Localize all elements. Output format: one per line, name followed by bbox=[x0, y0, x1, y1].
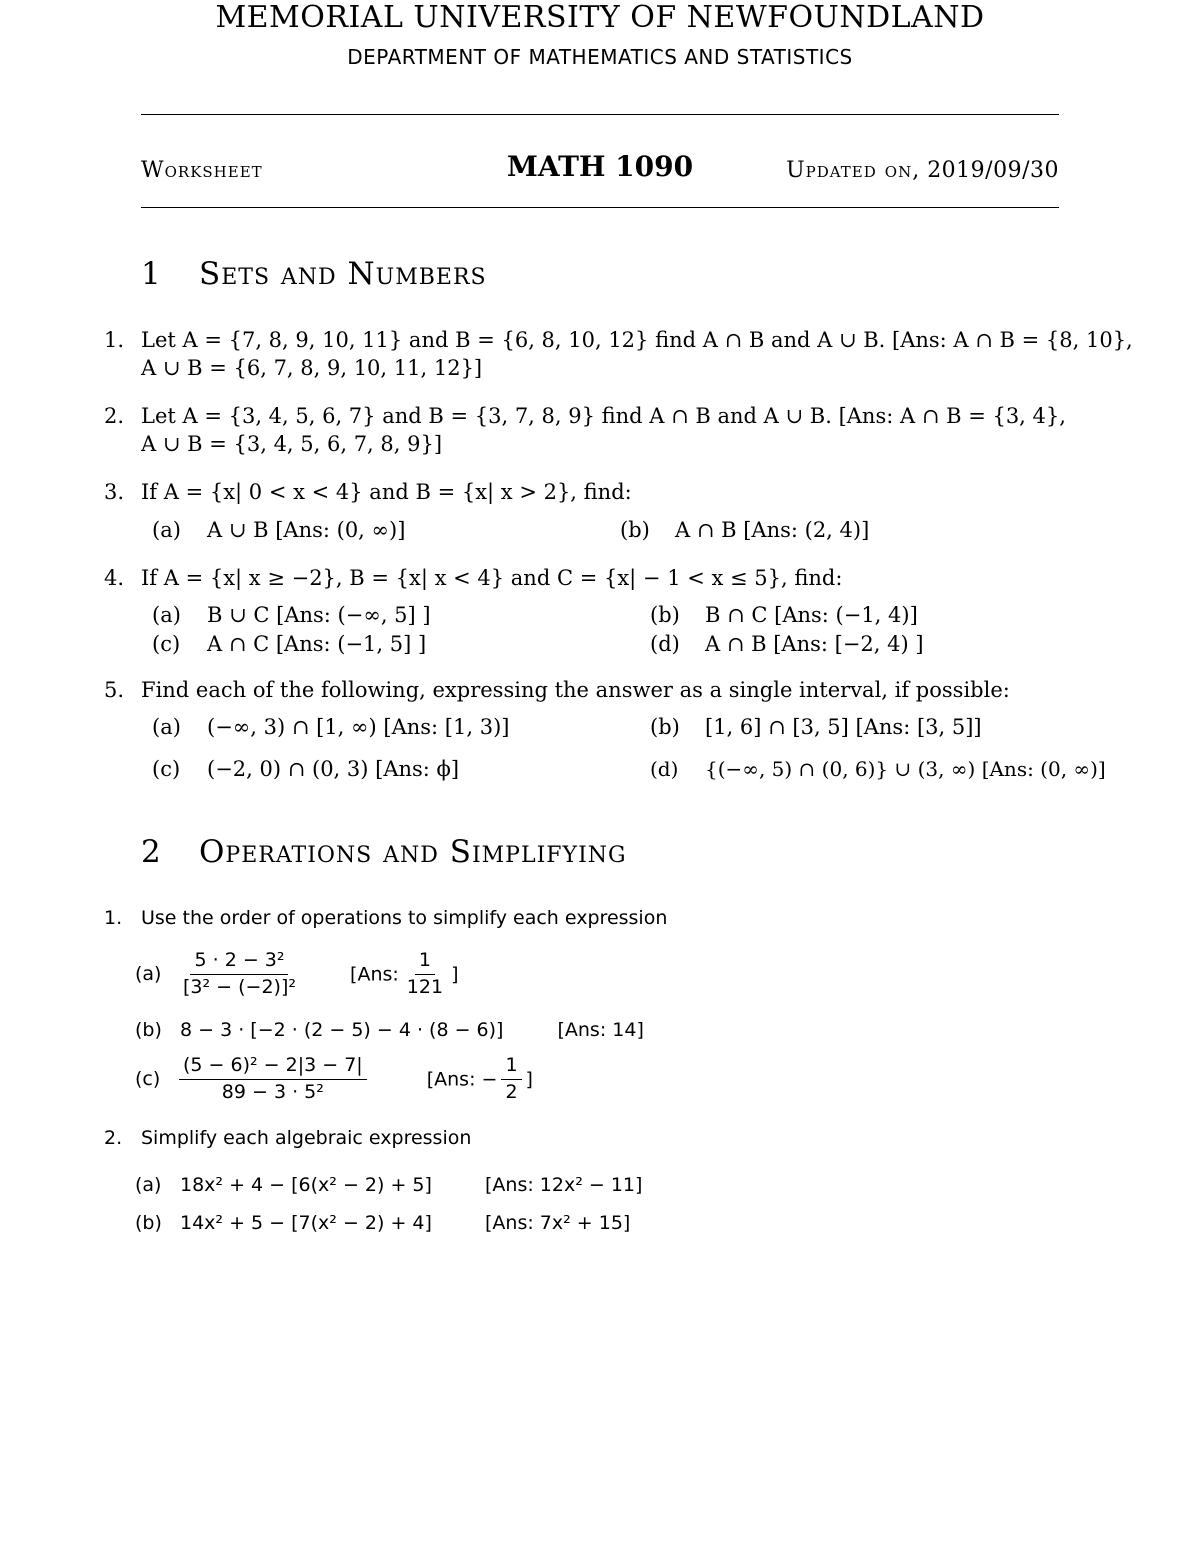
sub-label: (b) bbox=[135, 1212, 162, 1234]
sub-question bbox=[152, 518, 405, 542]
worksheet-label: Worksheet bbox=[141, 158, 263, 183]
answer-fraction bbox=[501, 1055, 521, 1104]
sub-label: (a) bbox=[135, 963, 162, 986]
question-number: 5. bbox=[104, 678, 125, 702]
sub-label: (b) bbox=[135, 1019, 162, 1041]
sub-label: (b) bbox=[650, 715, 680, 739]
header-bottom-rule bbox=[141, 207, 1059, 208]
updated-label: Updated on bbox=[786, 158, 913, 183]
fraction-numerator: (5 − 6)² − 2|3 − 7| bbox=[179, 1055, 367, 1080]
question-number: 3. bbox=[104, 480, 125, 504]
sub-question bbox=[152, 757, 459, 781]
fraction-denominator: 121 bbox=[406, 975, 444, 998]
section-number: 1 bbox=[141, 256, 161, 292]
question-text: Simplify each algebraic expression bbox=[141, 1127, 472, 1149]
sub-text: A ∩ C [Ans: (−1, 5] ] bbox=[207, 632, 427, 656]
fraction-denominator: 89 − 3 · 5² bbox=[221, 1080, 324, 1103]
fraction-numerator: 5 · 2 − 3² bbox=[190, 950, 288, 975]
answer-suffix: ] bbox=[525, 1068, 533, 1091]
question-text: A ∪ B = {3, 4, 5, 6, 7, 8, 9}] bbox=[141, 432, 443, 456]
answer-prefix: [Ans: − bbox=[426, 1068, 498, 1091]
question-text: If A = {x| x ≥ −2}, B = {x| x < 4} and C = {x| − 1 < x ≤ 5}, find: bbox=[141, 566, 843, 590]
fraction bbox=[179, 1055, 367, 1104]
sub-label: (b) bbox=[650, 603, 680, 627]
sub-label: (c) bbox=[135, 1068, 161, 1091]
sub-question bbox=[620, 518, 869, 542]
sub-question bbox=[650, 757, 1106, 781]
sub-question bbox=[135, 950, 458, 999]
question-number: 2. bbox=[104, 1127, 123, 1149]
course-code: MATH 1090 bbox=[506, 150, 694, 183]
answer-prefix: [Ans: bbox=[350, 963, 399, 986]
answer-fraction bbox=[403, 950, 447, 999]
sub-text: A ∩ B [Ans: [−2, 4) ] bbox=[705, 632, 924, 656]
sub-text: {(−∞, 5) ∩ (0, 6)} ∪ (3, ∞) [Ans: (0, ∞)] bbox=[705, 757, 1106, 781]
question-text: A ∪ B = {6, 7, 8, 9, 10, 11, 12}] bbox=[141, 356, 483, 380]
section-title: Sets and Numbers bbox=[199, 256, 487, 292]
sub-text: (−2, 0) ∩ (0, 3) [Ans: ϕ] bbox=[207, 757, 460, 781]
sub-expression: 18x² + 4 − [6(x² − 2) + 5] bbox=[180, 1174, 432, 1196]
sub-label: (a) bbox=[152, 603, 181, 627]
sub-label: (a) bbox=[152, 518, 181, 542]
sub-question bbox=[135, 1055, 533, 1104]
updated-date-value: , 2019/09/30 bbox=[912, 158, 1059, 183]
question-number: 1. bbox=[104, 907, 123, 929]
sub-answer: [Ans: 14] bbox=[557, 1019, 644, 1041]
sub-label: (b) bbox=[620, 518, 650, 542]
question-text: Use the order of operations to simplify each expression bbox=[141, 907, 668, 929]
sub-expression: 14x² + 5 − [7(x² − 2) + 4] bbox=[180, 1212, 432, 1234]
university-name: MEMORIAL UNIVERSITY OF NEWFOUNDLAND bbox=[215, 0, 985, 35]
sub-text: (−∞, 3) ∩ [1, ∞) [Ans: [1, 3)] bbox=[207, 715, 510, 739]
sub-text: B ∪ C [Ans: (−∞, 5] ] bbox=[207, 603, 431, 627]
section-number: 2 bbox=[141, 834, 161, 870]
sub-label: (a) bbox=[152, 715, 181, 739]
question-number: 4. bbox=[104, 566, 125, 590]
fraction-numerator: 1 bbox=[501, 1055, 521, 1080]
sub-question bbox=[650, 632, 924, 656]
question-number: 2. bbox=[104, 404, 125, 428]
question-text: Let A = {7, 8, 9, 10, 11} and B = {6, 8, 10, 12} find A ∩ B and A ∪ B. [Ans: A ∩ B = {8, 10}, bbox=[141, 328, 1133, 352]
header-top-rule bbox=[141, 114, 1059, 115]
sub-question bbox=[135, 1019, 644, 1041]
sub-question bbox=[152, 603, 431, 627]
sub-label: (d) bbox=[650, 632, 680, 656]
section-2-heading bbox=[141, 834, 627, 870]
sub-question bbox=[650, 715, 982, 739]
question-text: If A = {x| 0 < x < 4} and B = {x| x > 2}, find: bbox=[141, 480, 632, 504]
fraction-denominator: 2 bbox=[505, 1080, 518, 1103]
sub-text: A ∩ B [Ans: (2, 4)] bbox=[675, 518, 870, 542]
sub-question bbox=[135, 1174, 642, 1196]
sub-text: [1, 6] ∩ [3, 5] [Ans: [3, 5]] bbox=[705, 715, 982, 739]
sub-label: (c) bbox=[152, 632, 181, 656]
question-text: Let A = {3, 4, 5, 6, 7} and B = {3, 7, 8, 9} find A ∩ B and A ∪ B. [Ans: A ∩ B = {3, 4}, bbox=[141, 404, 1066, 428]
fraction bbox=[179, 950, 300, 999]
section-1-heading bbox=[141, 256, 487, 292]
fraction-numerator: 1 bbox=[415, 950, 435, 975]
section-title: Operations and Simplifying bbox=[199, 834, 627, 870]
sub-answer: [Ans: 7x² + 15] bbox=[485, 1212, 631, 1234]
sub-question bbox=[152, 715, 509, 739]
updated-date bbox=[786, 158, 1059, 183]
question-number: 1. bbox=[104, 328, 125, 352]
answer-suffix: ] bbox=[451, 963, 459, 986]
question-text: Find each of the following, expressing the answer as a single interval, if possible: bbox=[141, 678, 1010, 702]
department-name: DEPARTMENT OF MATHEMATICS AND STATISTICS bbox=[347, 45, 853, 69]
sub-answer: [Ans: 12x² − 11] bbox=[485, 1174, 643, 1196]
sub-label: (a) bbox=[135, 1174, 162, 1196]
sub-label: (c) bbox=[152, 757, 181, 781]
sub-expression: 8 − 3 · [−2 · (2 − 5) − 4 · (8 − 6)] bbox=[180, 1019, 504, 1041]
sub-question bbox=[152, 632, 426, 656]
sub-text: A ∪ B [Ans: (0, ∞)] bbox=[207, 518, 406, 542]
sub-question bbox=[135, 1212, 630, 1234]
fraction-denominator: [3² − (−2)]² bbox=[183, 975, 296, 998]
sub-question bbox=[650, 603, 918, 627]
sub-text: B ∩ C [Ans: (−1, 4)] bbox=[705, 603, 918, 627]
sub-label: (d) bbox=[650, 757, 679, 781]
